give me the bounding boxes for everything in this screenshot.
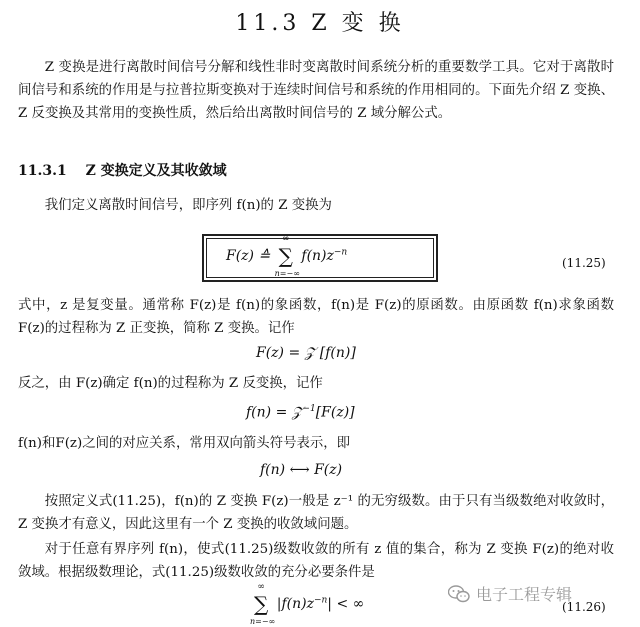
inverse-lhs: f(n) = 𝒵 [246, 404, 303, 421]
section-title: 11.3 Z 变 换 [235, 11, 405, 36]
eq-lhs: F(z) ≙ [226, 248, 271, 264]
eq-1126-tail: | < ∞ [327, 596, 365, 612]
equation-11-26 [250, 582, 365, 626]
equation-number-11-26: (11.26) [562, 600, 606, 614]
subsection-heading [18, 160, 227, 180]
equation-number-11-25: (11.25) [562, 256, 606, 270]
subsection-title: Z 变换定义及其收敛域 [85, 163, 227, 179]
convergence-paragraph: 按照定义式(11.25)，f(n)的 Z 变换 F(z)一般是 z⁻¹ 的无穷级数。由于只有当级数绝对收敛时，Z 变换才有意义，因此这里有一个 Z 变换的收敛域问题。 [18, 494, 614, 532]
watermark [448, 582, 572, 605]
pair-intro: f(n)和F(z)之间的对应关系，常用双向箭头符号表示，即 [18, 436, 351, 451]
inverse-transform-equation [246, 404, 355, 421]
inverse-rhs: [F(z)] [315, 404, 355, 421]
summation-symbol: ∑ ∞ n=−∞ [274, 234, 300, 278]
eq-1126-exponent: −n [313, 595, 328, 606]
wechat-icon [448, 585, 470, 603]
eq-exponent: −n [333, 247, 348, 258]
explanation-paragraph: 式中，z 是复变量。通常称 F(z)是 f(n)的象函数，f(n)是 F(z)的原函数。由原函数 f(n)求象函数 F(z)的过程称为 Z 正变换，简称 Z 变换。记作 [18, 298, 614, 336]
sum2-lower-limit: n=−∞ [250, 617, 276, 626]
sum-upper-limit: ∞ [282, 234, 290, 244]
transform-pair-equation: f(n) ⟷ F(z) [260, 462, 343, 478]
sum2-upper-limit: ∞ [257, 582, 265, 592]
inverse-intro: 反之，由 F(z)确定 f(n)的过程称为 Z 反变换，记作 [18, 376, 323, 391]
intro-paragraph: Z 变换是进行离散时间信号分解和线性非时变离散时间系统分析的重要数学工具。它对于离散时间信号和系统的作用是与拉普拉斯变换对于连续时间信号和系统的作用相同的。下面先介绍 Z 变换、Z 反变换及其常用的变换性质，然后给出离散时间信号的 Z 域分解公式。 [18, 60, 614, 121]
eq-rhs: f(n)z [301, 248, 334, 264]
eq-1126-body: |f(n)z [276, 596, 314, 612]
sum-lower-limit: n=−∞ [274, 269, 300, 278]
subsection-number: 11.3.1 [18, 163, 67, 179]
definition-intro: 我们定义离散时间信号，即序列 f(n)的 Z 变换为 [44, 198, 332, 213]
roc-paragraph: 对于任意有界序列 f(n)，使式(11.25)级数收敛的所有 z 值的集合，称为 Z 变换 F(z)的绝对收敛域。根据级数理论，式(11.25)级数收敛的充分必要条件是 [18, 542, 614, 580]
watermark-text: 电子工程专辑 [476, 585, 573, 604]
inverse-exponent: −1 [302, 404, 316, 414]
summation-symbol-2: ∑ ∞ n=−∞ [250, 582, 276, 626]
forward-transform-equation: F(z) = 𝒵 [f(n)] [256, 345, 356, 361]
equation-11-25 [226, 234, 348, 278]
